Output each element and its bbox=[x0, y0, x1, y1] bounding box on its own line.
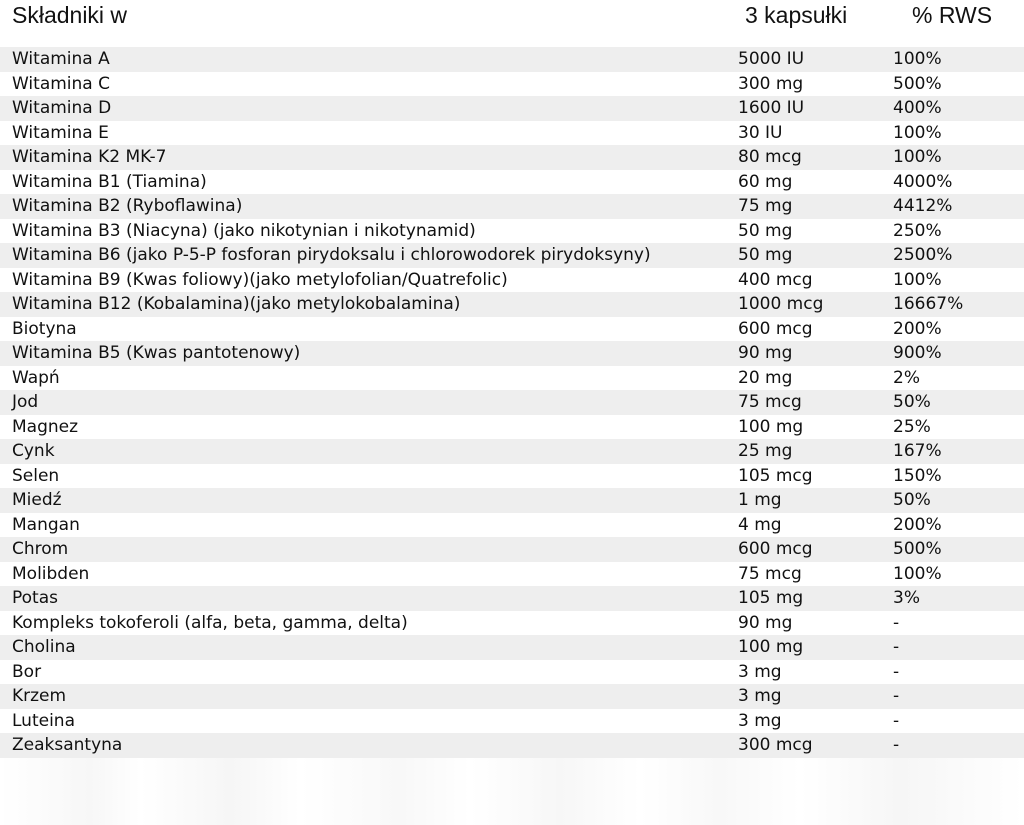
ingredient-name: Witamina A bbox=[12, 49, 110, 69]
table-row bbox=[0, 488, 1024, 513]
table-row bbox=[0, 439, 1024, 464]
table-row bbox=[0, 341, 1024, 366]
table-row bbox=[0, 415, 1024, 440]
table-row bbox=[0, 390, 1024, 415]
ingredient-amount: 3 mg bbox=[738, 661, 782, 682]
ingredient-rws: 4412% bbox=[893, 196, 953, 216]
table-row bbox=[0, 96, 1024, 121]
ingredient-rws: 4000% bbox=[893, 171, 953, 192]
ingredient-amount: 3 mg bbox=[738, 686, 782, 706]
ingredient-amount: 75 mcg bbox=[738, 392, 802, 412]
ingredient-rws: 167% bbox=[893, 441, 942, 461]
ingredient-rws: 25% bbox=[893, 416, 931, 437]
ingredient-rws: 2500% bbox=[893, 245, 953, 265]
ingredient-name: Witamina B2 (Ryboflawina) bbox=[12, 196, 243, 216]
ingredient-rws: 100% bbox=[893, 563, 942, 584]
ingredient-name: Witamina K2 MK-7 bbox=[12, 147, 167, 167]
table-header bbox=[0, 0, 1024, 40]
ingredient-rws: 250% bbox=[893, 220, 942, 241]
ingredient-name: Witamina B6 (jako P-5-P fosforan pirydoksalu i chlorowodorek pirydoksyny) bbox=[12, 245, 651, 265]
ingredient-rws: 150% bbox=[893, 465, 942, 486]
ingredient-name: Bor bbox=[12, 661, 42, 682]
ingredient-name: Jod bbox=[12, 392, 39, 412]
ingredient-name: Witamina B9 (Kwas foliowy)(jako metylofolian/Quatrefolic) bbox=[12, 269, 508, 290]
ingredient-amount: 50 mg bbox=[738, 220, 793, 241]
ingredient-name: Witamina B5 (Kwas pantotenowy) bbox=[12, 343, 301, 363]
ingredient-amount: 105 mg bbox=[738, 588, 804, 608]
ingredient-rws: 500% bbox=[893, 73, 942, 94]
ingredient-name: Witamina B3 (Niacyna) (jako nikotynian i nikotynamid) bbox=[12, 220, 476, 241]
ingredient-rws: - bbox=[893, 735, 900, 755]
header-rws: % RWS bbox=[912, 2, 993, 28]
ingredient-amount: 1 mg bbox=[738, 490, 782, 510]
ingredient-amount: 90 mg bbox=[738, 343, 793, 363]
table-row bbox=[0, 219, 1024, 244]
ingredient-rws: 400% bbox=[893, 98, 942, 118]
ingredient-name: Biotyna bbox=[12, 318, 77, 339]
table-row bbox=[0, 145, 1024, 170]
ingredient-name: Witamina E bbox=[12, 122, 109, 143]
ingredient-rws: - bbox=[893, 686, 900, 706]
table-row bbox=[0, 72, 1024, 97]
ingredient-name: Miedź bbox=[12, 490, 62, 510]
ingredient-name: Witamina B1 (Tiamina) bbox=[12, 171, 207, 192]
ingredient-amount: 75 mg bbox=[738, 196, 793, 216]
table-row bbox=[0, 243, 1024, 268]
ingredient-amount: 5000 IU bbox=[738, 49, 805, 69]
ingredient-name: Cynk bbox=[12, 441, 55, 461]
ingredient-rws: - bbox=[893, 661, 900, 682]
ingredient-amount: 90 mg bbox=[738, 612, 793, 633]
ingredient-name: Kompleks tokoferoli (alfa, beta, gamma, delta) bbox=[12, 612, 408, 633]
ingredient-amount: 75 mcg bbox=[738, 563, 802, 584]
ingredient-name: Wapń bbox=[12, 367, 60, 388]
ingredient-amount: 400 mcg bbox=[738, 269, 813, 290]
table-row bbox=[0, 684, 1024, 709]
table-row bbox=[0, 586, 1024, 611]
ingredient-amount: 30 IU bbox=[738, 122, 783, 143]
table-row bbox=[0, 611, 1024, 636]
ingredient-rws: 200% bbox=[893, 318, 942, 339]
ingredient-rws: 100% bbox=[893, 269, 942, 290]
table-row bbox=[0, 268, 1024, 293]
ingredient-amount: 25 mg bbox=[738, 441, 793, 461]
ingredient-name: Mangan bbox=[12, 514, 80, 535]
table-row bbox=[0, 733, 1024, 758]
table-row bbox=[0, 513, 1024, 538]
ingredient-amount: 100 mg bbox=[738, 637, 804, 657]
ingredient-rws: 100% bbox=[893, 49, 942, 69]
ingredient-name: Cholina bbox=[12, 637, 76, 657]
table-row bbox=[0, 366, 1024, 391]
ingredient-rws: - bbox=[893, 612, 900, 633]
ingredient-rws: 2% bbox=[893, 367, 920, 388]
table-row bbox=[0, 194, 1024, 219]
ingredient-rws: - bbox=[893, 637, 900, 657]
ingredient-name: Potas bbox=[12, 588, 58, 608]
bottom-background bbox=[0, 758, 1024, 825]
table-row bbox=[0, 660, 1024, 685]
ingredient-name: Witamina B12 (Kobalamina)(jako metylokobalamina) bbox=[12, 294, 461, 314]
ingredient-amount: 60 mg bbox=[738, 171, 793, 192]
ingredient-amount: 600 mcg bbox=[738, 318, 813, 339]
ingredient-rws: 500% bbox=[893, 539, 942, 559]
table-row bbox=[0, 121, 1024, 146]
ingredient-rws: 100% bbox=[893, 122, 942, 143]
ingredient-name: Magnez bbox=[12, 416, 79, 437]
ingredient-amount: 300 mg bbox=[738, 73, 804, 94]
ingredient-amount: 105 mcg bbox=[738, 465, 813, 486]
ingredient-amount: 100 mg bbox=[738, 416, 804, 437]
header-amount: 3 kapsułki bbox=[745, 2, 848, 28]
ingredient-name: Witamina C bbox=[12, 73, 110, 94]
ingredient-rws: 50% bbox=[893, 490, 931, 510]
ingredient-rws: - bbox=[893, 710, 900, 731]
ingredient-rws: 50% bbox=[893, 392, 931, 412]
ingredient-amount: 4 mg bbox=[738, 514, 782, 535]
ingredient-name: Molibden bbox=[12, 563, 90, 584]
ingredient-rws: 900% bbox=[893, 343, 942, 363]
ingredient-rws: 200% bbox=[893, 514, 942, 535]
table-row bbox=[0, 562, 1024, 587]
ingredient-rws: 16667% bbox=[893, 294, 964, 314]
table-row bbox=[0, 537, 1024, 562]
ingredient-name: Chrom bbox=[12, 539, 69, 559]
ingredient-name: Witamina D bbox=[12, 98, 112, 118]
ingredient-amount: 80 mcg bbox=[738, 147, 802, 167]
ingredient-name: Selen bbox=[12, 465, 60, 486]
table-row bbox=[0, 292, 1024, 317]
ingredient-amount: 300 mcg bbox=[738, 735, 813, 755]
ingredient-name: Krzem bbox=[12, 686, 67, 706]
table-row bbox=[0, 170, 1024, 195]
ingredient-name: Luteina bbox=[12, 710, 75, 731]
ingredient-amount: 600 mcg bbox=[738, 539, 813, 559]
ingredient-amount: 1600 IU bbox=[738, 98, 805, 118]
ingredient-amount: 50 mg bbox=[738, 245, 793, 265]
table-row bbox=[0, 47, 1024, 72]
ingredient-amount: 1000 mcg bbox=[738, 294, 824, 314]
table-row bbox=[0, 464, 1024, 489]
table-row bbox=[0, 317, 1024, 342]
ingredient-amount: 3 mg bbox=[738, 710, 782, 731]
table-row bbox=[0, 709, 1024, 734]
ingredients-table bbox=[0, 47, 1024, 758]
ingredient-rws: 100% bbox=[893, 147, 942, 167]
ingredient-amount: 20 mg bbox=[738, 367, 793, 388]
ingredient-name: Zeaksantyna bbox=[12, 735, 123, 755]
header-ingredients: Składniki w bbox=[12, 2, 128, 28]
table-row bbox=[0, 635, 1024, 660]
ingredient-rws: 3% bbox=[893, 588, 920, 608]
